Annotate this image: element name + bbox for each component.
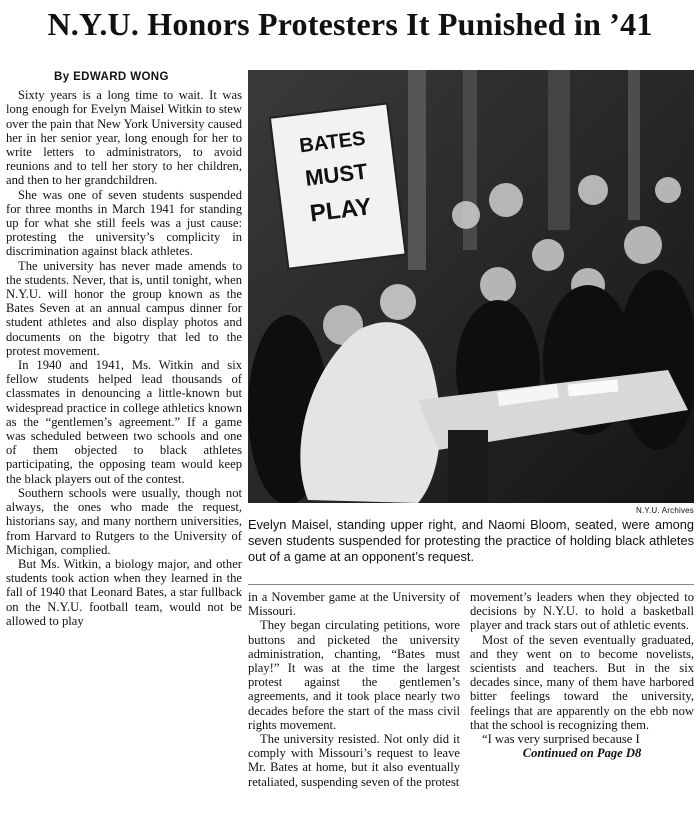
sign-text: BATES (298, 127, 367, 158)
headline: N.Y.U. Honors Protesters It Punished in ’41 (47, 6, 653, 42)
paragraph: The university resisted. Not only did it comply with Missouri’s request to leave Mr. Bates at home, but it also eventually retaliated, suspending seven of the protest (248, 732, 460, 789)
paragraph: Southern schools were usually, though not always, the ones who made the request, historians say, and many northern universities, from Harvard to Rutgers to the University of Michigan, complied. (6, 485, 242, 557)
article-column-1 (6, 70, 242, 628)
paragraph: But Ms. Witkin, a biology major, and other students took action when they learned in the fall of 1940 that Leonard Bates, a star fullback on the N.Y.U. football team, would not be allowed to play (6, 556, 242, 628)
paragraph: They began circulating petitions, wore buttons and picketed the university administration, chanting, “Bates must play!” It was at the time the largest protest against the gentlemen’s agreements, and it took place nearly two decades before the start of the mass civil rights movement. (248, 618, 460, 732)
protest-photo (248, 70, 694, 503)
paragraph: She was one of seven students suspended for three months in March 1941 for standing up for what she still feels was a just cause: protesting the university’s complicity in discrimination against black athletes. (6, 187, 242, 259)
divider (248, 584, 694, 585)
paragraph: “I was very surprised because I (482, 732, 640, 747)
article-column-3 (470, 590, 694, 760)
paragraph: movement’s leaders when they objected to decisions by N.Y.U. to hold a basketball player and track stars out of athletic events. (470, 590, 694, 633)
paragraph: The university has never made amends to the students. Never, that is, until tonight, when N.Y.U. will honor the group known as the Bates Seven at an annual campus dinner for student athletes and also display photos and documents on the bigotry that led to the protest movement. (6, 258, 242, 358)
paragraph: In 1940 and 1941, Ms. Witkin and six fellow students helped lead thousands of classmates in denouncing a little-known but widespread practice in college athletics known as the “gentlemen’s agreement.” If a game was scheduled between two schools and one of them objected to black athletes participating, the opposing team would keep the black players out of the contest. (6, 358, 242, 486)
photo-caption: Evelyn Maisel, standing upper right, and Naomi Bloom, seated, were among seven students suspended for protesting the practice of holding black athletes out of a game at an opponent’s request. (248, 517, 694, 565)
paragraph: Sixty years is a long time to wait. It was long enough for Evelyn Maisel Witkin to stew over the pain that New York University caused her in her senior year, long enough for her to write letters to administrators, to avoid reunions and to tell her story to her children, and then to her grandchildren. (6, 88, 242, 188)
photo-credit: N.Y.U. Archives (636, 506, 694, 515)
continued-link[interactable]: Continued on Page D8 (522, 746, 642, 761)
sign-text: MUST (303, 158, 369, 191)
article-column-2 (248, 590, 460, 789)
paragraph: in a November game at the University of Missouri. (248, 590, 460, 619)
byline: By EDWARD WONG (54, 71, 169, 83)
paragraph: Most of the seven eventually graduated, and they went on to become novelists, scientists and teachers. But in the six decades since, many of them have harbored bitter feelings toward the university, feelings that are apparently on the ebb now that the school is recognizing them. (470, 632, 694, 732)
sign-text: PLAY (308, 193, 374, 228)
